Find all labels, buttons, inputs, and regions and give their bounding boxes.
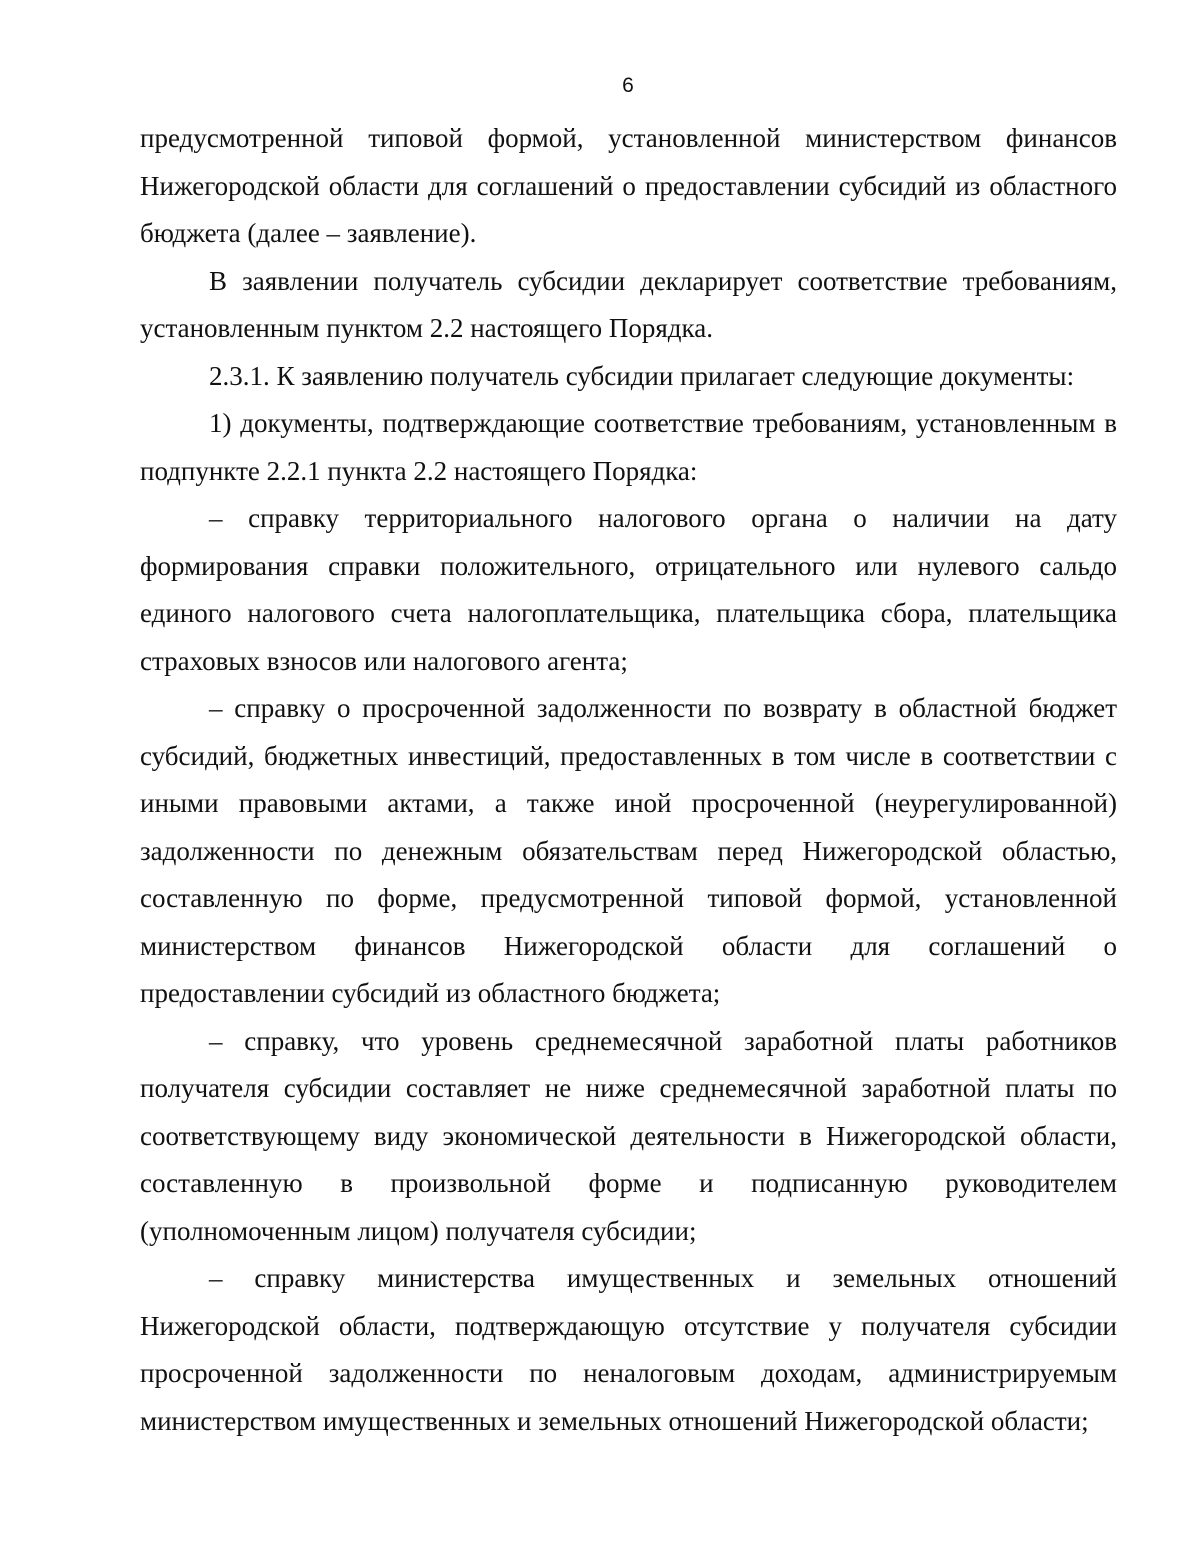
document-body xyxy=(140,115,1117,1445)
paragraph-declaration: В заявлении получатель субсидии декларирует соответствие требованиям, установленным пунктом 2.2 настоящего Порядка. xyxy=(140,265,1117,343)
list-item-overdue-debt-certificate: – справку о просроченной задолженности по возврату в областной бюджет субсидий, бюджетных инвестиций, предоставленных в том числе в соответствии с иными правовыми актами, а также иной просроченной (неурегулированной) задолженности по денежным обязательствам перед Нижегородской областью, составленную по форме, предусмотренной типовой формой, установленной министерством финансов Нижегородской области для соглашений о предоставлении субсидий из областного бюджета; xyxy=(140,693,1117,1008)
list-item-salary-certificate: – справку, что уровень среднемесячной заработной платы работников получателя субсидии составляет не ниже среднемесячной заработной платы по соответствующему виду экономической деятельности в Нижегородской области, составленную в произвольной форме и подписанную руководителем (уполномоченным лицом) получателя субсидии; xyxy=(140,1025,1117,1246)
paragraph-item-1: 1) документы, подтверждающие соответствие требованиям, установленным в подпункте 2.2.1 пункта 2.2 настоящего Порядка: xyxy=(140,408,1117,486)
paragraph-clause-2-3-1: 2.3.1. К заявлению получатель субсидии прилагает следующие документы: xyxy=(209,360,1075,391)
paragraph-continuation: предусмотренной типовой формой, установленной министерством финансов Нижегородской области для соглашений о предоставлении субсидий из областного бюджета (далее – заявление). xyxy=(140,123,1117,248)
page-number: 6 xyxy=(622,74,634,97)
list-item-property-ministry-certificate: – справку министерства имущественных и земельных отношений Нижегородской области, подтверждающую отсутствие у получателя субсидии просроченной задолженности по неналоговым доходам, администрируемым министерством имущественных и земельных отношений Нижегородской области; xyxy=(140,1263,1117,1436)
list-item-tax-certificate: – справку территориального налогового органа о наличии на дату формирования справки положительного, отрицательного или нулевого сальдо единого налогового счета налогоплательщика, плательщика сбора, плательщика страховых взносов или налогового агента; xyxy=(140,503,1117,676)
